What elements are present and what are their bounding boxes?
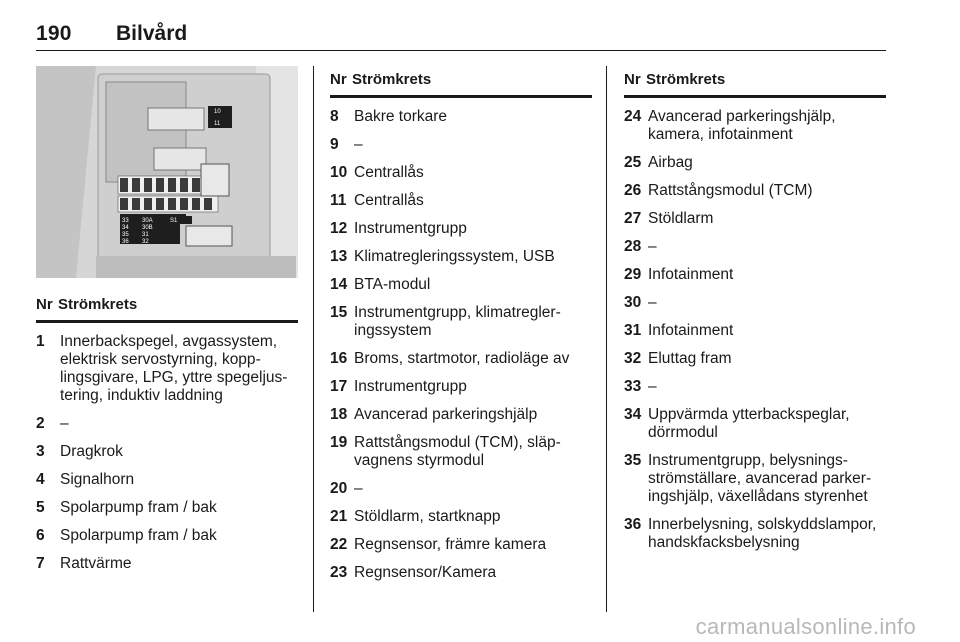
item-text: – bbox=[648, 238, 657, 255]
list-item bbox=[36, 499, 298, 517]
list-item bbox=[624, 452, 886, 506]
list-item bbox=[330, 564, 592, 582]
item-number: 33 bbox=[624, 378, 642, 395]
item-text: Stöldlarm bbox=[648, 210, 714, 227]
item-number: 22 bbox=[330, 536, 348, 553]
item-text: Regnsensor, främre kamera bbox=[354, 536, 547, 553]
list-item bbox=[36, 333, 298, 405]
list-item bbox=[330, 164, 592, 182]
list-item bbox=[330, 536, 592, 554]
page-title: Bilvård bbox=[116, 22, 188, 45]
item-number: 21 bbox=[330, 508, 348, 525]
item-text: Rattvärme bbox=[60, 555, 132, 572]
item-text: – bbox=[354, 480, 363, 497]
list-item bbox=[330, 248, 592, 266]
item-text: Broms, startmotor, radioläge av bbox=[354, 350, 570, 367]
item-number: 23 bbox=[330, 564, 348, 581]
fuse-label: 32 bbox=[142, 239, 149, 245]
item-text: Infotainment bbox=[648, 322, 734, 339]
list-item bbox=[624, 266, 886, 284]
fuse-box-drawing bbox=[36, 66, 298, 278]
item-number: 32 bbox=[624, 350, 642, 367]
list-item bbox=[624, 406, 886, 442]
column-divider bbox=[313, 66, 314, 612]
list-item bbox=[624, 238, 886, 256]
item-number: 2 bbox=[36, 415, 45, 432]
item-text: Bakre torkare bbox=[354, 108, 448, 125]
header-circuit: Strömkrets bbox=[352, 71, 432, 88]
list bbox=[624, 108, 886, 552]
item-text: Instrumentgrupp bbox=[354, 220, 467, 237]
list-item bbox=[36, 471, 298, 489]
fuse-box-illustration bbox=[36, 66, 298, 278]
list-item bbox=[624, 516, 886, 552]
item-text: Spolarpump fram / bak bbox=[60, 527, 217, 544]
item-number: 36 bbox=[624, 516, 642, 533]
item-text: BTA-modul bbox=[354, 276, 431, 293]
item-number: 16 bbox=[330, 350, 348, 367]
item-text: – bbox=[354, 136, 363, 153]
item-text: Uppvärmda ytterbackspeglar, dörrmodul bbox=[648, 406, 850, 441]
item-text: Infotainment bbox=[648, 266, 734, 283]
column-1 bbox=[36, 296, 298, 573]
fuse-label: 30A bbox=[142, 218, 153, 224]
list-item bbox=[330, 434, 592, 470]
item-number: 9 bbox=[330, 136, 339, 153]
fuse-label: 11 bbox=[214, 121, 221, 127]
list-item bbox=[330, 304, 592, 340]
page-number: 190 bbox=[36, 22, 72, 45]
header-nr: Nr bbox=[330, 71, 347, 88]
list-item bbox=[36, 555, 298, 573]
header-divider bbox=[36, 50, 886, 51]
table-header bbox=[624, 71, 886, 98]
list-item bbox=[624, 378, 886, 396]
item-number: 11 bbox=[330, 192, 347, 209]
item-number: 17 bbox=[330, 378, 348, 395]
item-number: 28 bbox=[624, 238, 642, 255]
fuse-label: 33 bbox=[122, 218, 129, 224]
item-text: – bbox=[60, 415, 69, 432]
list-item bbox=[624, 108, 886, 144]
item-number: 4 bbox=[36, 471, 45, 488]
item-number: 20 bbox=[330, 480, 348, 497]
list-item bbox=[330, 192, 592, 210]
page-header bbox=[36, 22, 886, 50]
list-item bbox=[36, 527, 298, 545]
item-number: 13 bbox=[330, 248, 348, 265]
item-text: Centrallås bbox=[354, 192, 424, 209]
item-number: 12 bbox=[330, 220, 348, 237]
item-text: Eluttag fram bbox=[648, 350, 732, 367]
fuse-label: 10 bbox=[214, 109, 221, 115]
fuse-label: 34 bbox=[122, 225, 129, 231]
list-item bbox=[330, 406, 592, 424]
fuse-label: 36 bbox=[122, 239, 129, 245]
item-number: 25 bbox=[624, 154, 642, 171]
column-2 bbox=[330, 71, 592, 582]
item-number: 1 bbox=[36, 333, 45, 350]
item-text: Innerbelysning, solskyddslampor, handskfacksbelysning bbox=[648, 516, 877, 551]
item-text: Stöldlarm, startknapp bbox=[354, 508, 501, 525]
item-number: 18 bbox=[330, 406, 348, 423]
item-number: 27 bbox=[624, 210, 642, 227]
list-item bbox=[330, 508, 592, 526]
list-item bbox=[36, 415, 298, 433]
item-text: Avancerad parkeringshjälp bbox=[354, 406, 538, 423]
item-text: Centrallås bbox=[354, 164, 424, 181]
item-text: Avancerad parkeringshjälp, kamera, infotainment bbox=[648, 108, 836, 143]
fuse-label: 30B bbox=[142, 225, 153, 231]
list-item bbox=[330, 276, 592, 294]
column-3 bbox=[624, 71, 886, 552]
item-text: Spolarpump fram / bak bbox=[60, 499, 217, 516]
list-item bbox=[330, 220, 592, 238]
watermark: carmanualsonline.info bbox=[695, 614, 916, 639]
item-number: 19 bbox=[330, 434, 348, 451]
header-circuit: Strömkrets bbox=[646, 71, 726, 88]
header-nr: Nr bbox=[624, 71, 641, 88]
list-item bbox=[624, 350, 886, 368]
item-number: 6 bbox=[36, 527, 45, 544]
item-text: Instrumentgrupp, klimatregleringssystem bbox=[354, 304, 561, 339]
item-number: 24 bbox=[624, 108, 642, 125]
item-text: Regnsensor/Kamera bbox=[354, 564, 497, 581]
item-text: Airbag bbox=[648, 154, 693, 171]
item-text: Innerbackspegel, avgassystem, elektrisk servostyrning, kopplingsgivare, LPG, yttre spegeljustering, induktiv laddning bbox=[60, 333, 288, 404]
list-item bbox=[330, 136, 592, 154]
item-number: 14 bbox=[330, 276, 348, 293]
table-header bbox=[330, 71, 592, 98]
list bbox=[330, 108, 592, 582]
list-item bbox=[624, 182, 886, 200]
list-item bbox=[624, 322, 886, 340]
list-item bbox=[624, 154, 886, 172]
item-number: 7 bbox=[36, 555, 45, 572]
item-number: 26 bbox=[624, 182, 642, 199]
item-text: – bbox=[648, 378, 657, 395]
list-item bbox=[330, 480, 592, 498]
item-text: Rattstångsmodul (TCM) bbox=[648, 182, 813, 199]
fuse-label: S1 bbox=[170, 218, 178, 224]
table-header bbox=[36, 296, 298, 323]
item-text: – bbox=[648, 294, 657, 311]
column-divider bbox=[606, 66, 607, 612]
item-number: 30 bbox=[624, 294, 642, 311]
item-text: Dragkrok bbox=[60, 443, 123, 460]
item-text: Instrumentgrupp, belysningsströmställare, avancerad parkeringshjälp, växellådans styrenhet bbox=[648, 452, 872, 505]
list-item bbox=[330, 378, 592, 396]
item-number: 8 bbox=[330, 108, 339, 125]
item-text: Signalhorn bbox=[60, 471, 135, 488]
header-nr: Nr bbox=[36, 296, 53, 313]
list-item bbox=[330, 108, 592, 126]
item-number: 34 bbox=[624, 406, 642, 423]
item-number: 3 bbox=[36, 443, 45, 460]
item-number: 5 bbox=[36, 499, 45, 516]
item-number: 35 bbox=[624, 452, 642, 469]
list-item bbox=[624, 210, 886, 228]
item-text: Instrumentgrupp bbox=[354, 378, 467, 395]
item-text: Rattstångsmodul (TCM), släpvagnens styrmodul bbox=[354, 434, 561, 469]
header-circuit: Strömkrets bbox=[58, 296, 138, 313]
item-number: 31 bbox=[624, 322, 642, 339]
list-item bbox=[330, 350, 592, 368]
item-number: 15 bbox=[330, 304, 348, 321]
list-item bbox=[624, 294, 886, 312]
list bbox=[36, 333, 298, 573]
item-number: 29 bbox=[624, 266, 642, 283]
fuse-label: 35 bbox=[122, 232, 129, 238]
item-text: Klimatregleringssystem, USB bbox=[354, 248, 555, 265]
item-number: 10 bbox=[330, 164, 348, 181]
list-item bbox=[36, 443, 298, 461]
fuse-label: 31 bbox=[142, 232, 149, 238]
